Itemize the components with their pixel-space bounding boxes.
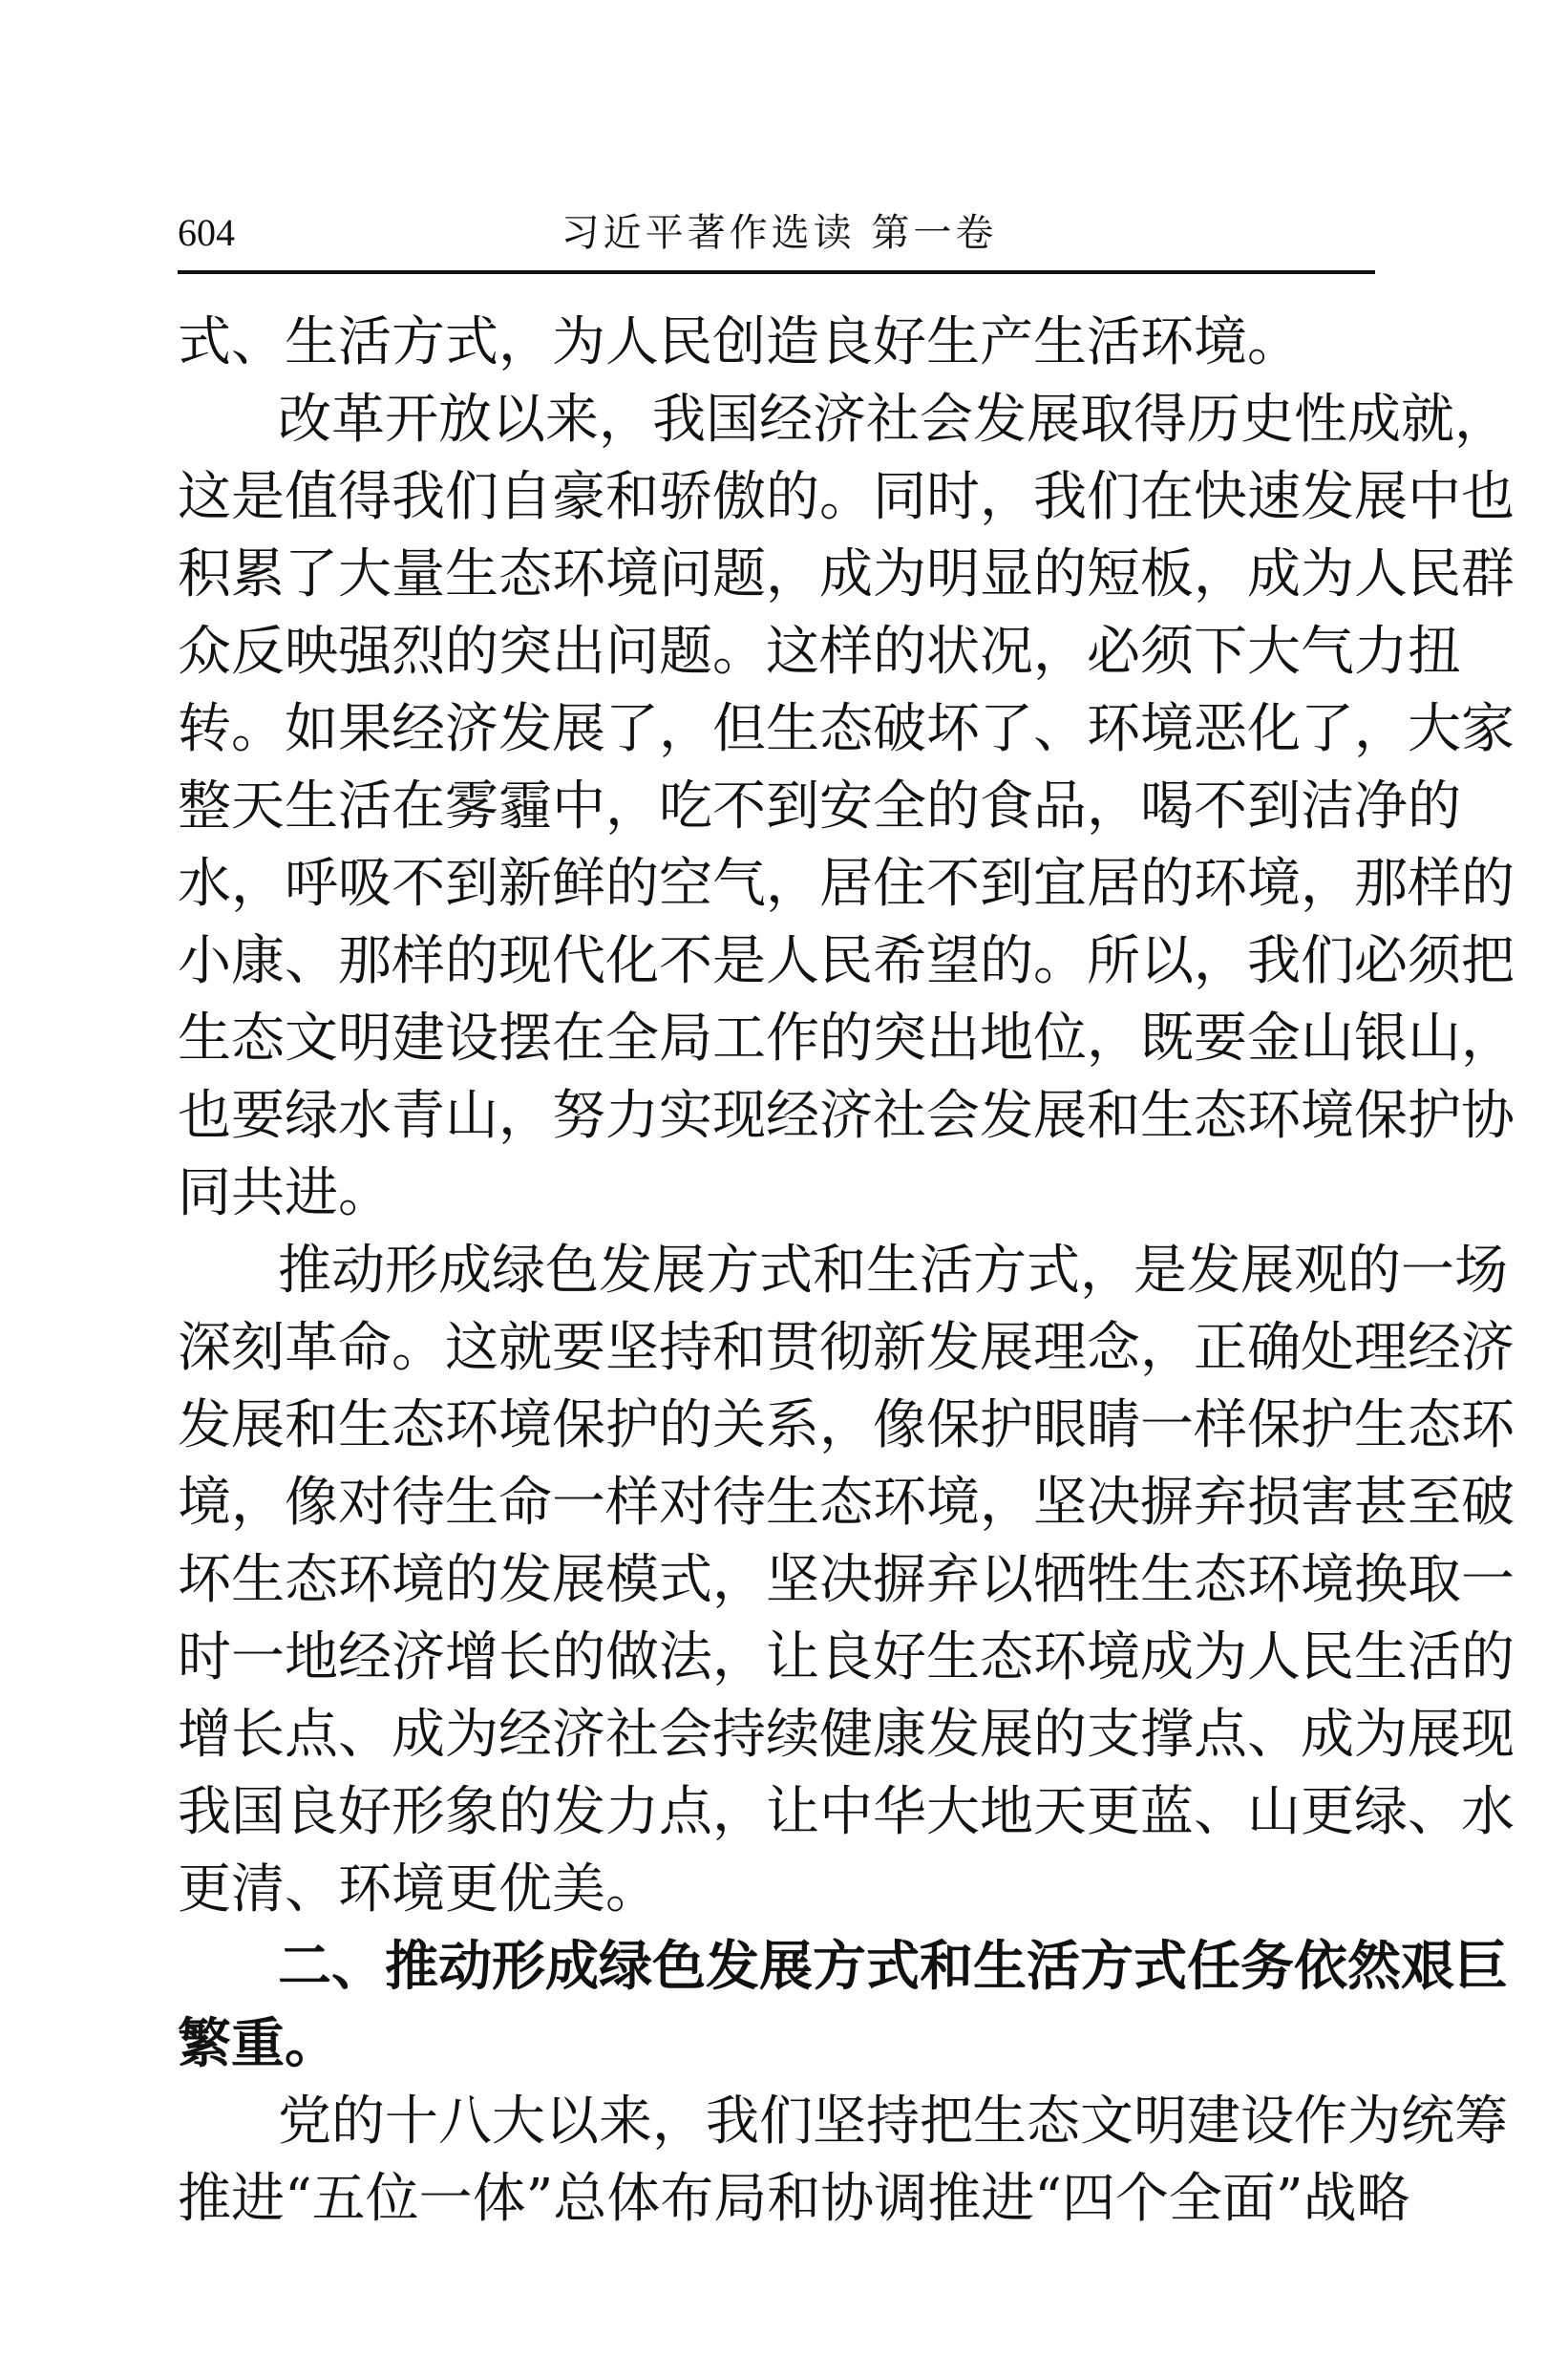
text-line: 推动形成绿色发展方式和生活方式，是发展观的一场 xyxy=(278,1240,1508,1302)
text-line: 整天生活在雾霾中，吃不到安全的食品，喝不到洁净的 xyxy=(178,775,1461,838)
text-line: 转。如果经济发展了，但生态破坏了、环境恶化了，大家 xyxy=(178,698,1515,760)
text-line: 坏生态环境的发展模式，坚决摒弃以牺牲生态环境换取一 xyxy=(178,1549,1515,1611)
text-line: 增长点、成为经济社会持续健康发展的支撑点、成为展现 xyxy=(178,1704,1515,1766)
text-line: 这是值得我们自豪和骄傲的。同时，我们在快速发展中也 xyxy=(178,466,1515,528)
running-head xyxy=(178,196,1375,270)
header-rule xyxy=(178,270,1375,274)
text-line: 境，像对待生命一样对待生态环境，坚决摒弃损害甚至破 xyxy=(178,1472,1515,1534)
text-line: 小康、那样的现代化不是人民希望的。所以，我们必须把 xyxy=(178,930,1515,992)
text-line: 也要绿水青山，努力实现经济社会发展和生态环境保护协 xyxy=(178,1085,1515,1147)
text-line: 生态文明建设摆在全局工作的突出地位，既要金山银山， xyxy=(178,1008,1515,1070)
text-line: 我国良好形象的发力点，让中华大地天更蓝、山更绿、水 xyxy=(178,1781,1515,1843)
text-line: 发展和生态环境保护的关系，像保护眼睛一样保护生态环 xyxy=(178,1394,1515,1456)
text-line: 众反映强烈的突出问题。这样的状况，必须下大气力扭 xyxy=(178,621,1461,683)
text-line: 改革开放以来，我国经济社会发展取得历史性成就， xyxy=(278,389,1508,451)
book-title: 习近平著作选读 第一卷 xyxy=(561,211,998,255)
text-line: 更清、环境更优美。 xyxy=(178,1858,659,1921)
text-line: 党的十八大以来，我们坚持把生态文明建设作为统筹 xyxy=(278,2091,1508,2153)
text-line: 水，呼吸不到新鲜的空气，居住不到宜居的环境，那样的 xyxy=(178,853,1515,915)
text-line: 推进“五位一体”总体布局和协调推进“四个全面”战略 xyxy=(178,2168,1410,2230)
page-number: 604 xyxy=(178,211,235,254)
text-line: 式、生活方式，为人民创造良好生产生活环境。 xyxy=(178,311,1301,373)
text-line: 深刻革命。这就要坚持和贯彻新发展理念，正确处理经济 xyxy=(178,1317,1515,1379)
text-line: 积累了大量生态环境问题，成为明显的短板，成为人民群 xyxy=(178,543,1515,605)
body-text xyxy=(178,304,1515,2238)
section-heading-line: 繁重。 xyxy=(178,2012,338,2075)
section-heading-line: 二、推动形成绿色发展方式和生活方式任务依然艰巨 xyxy=(278,1935,1508,1998)
text-line: 同共进。 xyxy=(178,1162,392,1224)
text-line: 时一地经济增长的做法，让良好生态环境成为人民生活的 xyxy=(178,1626,1515,1688)
